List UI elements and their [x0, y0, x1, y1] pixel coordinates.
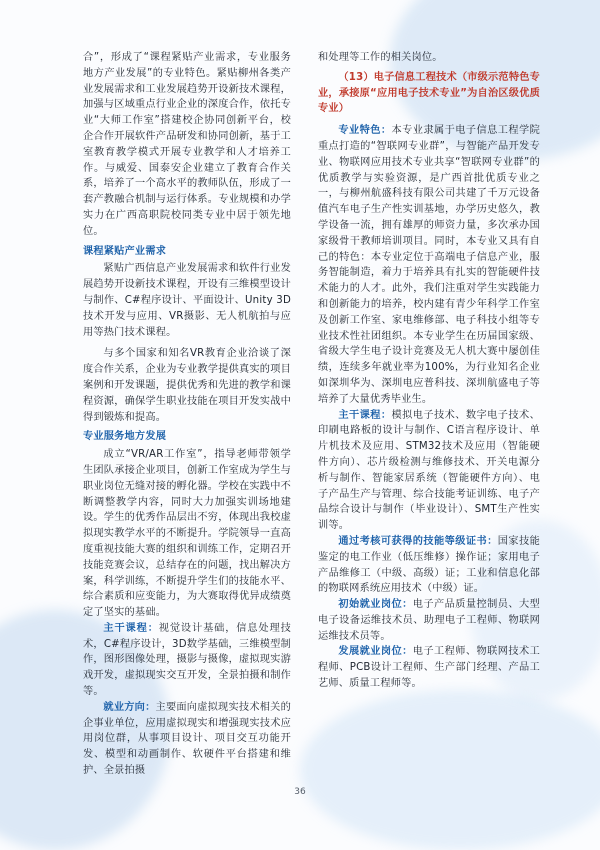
page-number: 36: [294, 787, 306, 797]
career-paragraph: [83, 700, 291, 779]
main-courses-label: 主干课程：: [103, 622, 159, 634]
initial-job-paragraph: [318, 597, 540, 644]
career-text: 主要面向虚拟现实技术相关的企事业单位，应用虚拟现实和增强现实技术应用岗位群，从事项目设计、项目交互功能开发、模型和动画制作、软硬件平台搭建和维护、全景拍摄: [83, 701, 291, 777]
courses-paragraph: 紧贴广西信息产业发展需求和软件行业发展趋势开设新技术课程，开设有三维模型设计与制作、C#程序设计、平面设计、Unity 3D技术开发与应用、VR摄影、无人机航拍与应用等热门技术课程。: [83, 263, 291, 338]
main-courses-text: 视觉设计基础，信息处理技术，C#程序设计，3D数学基础，三维模型制作，图形图像处理，摄影与摄像，虚拟现实游戏开发，虚拟现实交互开发，全景拍摄和制作等。: [83, 622, 292, 698]
initial-job-label: 初始就业岗位：: [338, 599, 413, 611]
main-courses-label-2: 主干课程：: [338, 409, 392, 421]
program-title: （13）电子信息工程技术（市级示范特色专业，承接原“应用电子技术专业”为自治区级优质专业）: [318, 71, 540, 115]
cooperation-paragraph: 与多个国家和知名VR教育企业洽谈了深度合作关系，企业为专业教学提供真实的项目案例和开发课题，提供优秀和先进的教学和课程资源，确保学生职业技能在项目开发实战中得到锻炼和提高。: [83, 348, 291, 423]
section-heading-service: 专业服务地方发展: [83, 431, 167, 443]
continued-paragraph: 和处理等工作的相关岗位。: [318, 52, 443, 63]
section-heading-courses: 课程紧贴产业需求: [83, 245, 167, 257]
feature-text: 本专业隶属于电子信息工程学院重点打造的“智联网专业群”，与智能产品开发专业、物联网应用技术专业共享“智联网专业群”的优质教学与实验资源，是广西首批优质专业之一，与柳州航盛科技有限公司共建了千万元设备值汽车电子生产性实训基地，办学历史悠久，教学设备一流，拥有雄厚的师资力量，多次承办国家级骨干教师培训项目。同时，本专业又具有自己的特色：本专业定位于高端电子信息产业，服务智能制造，着力于培养具有扎实的智能硬件技术能力的人才。此外，我们注重对学生实践能力和创新能力的培养，校内建有青少年科学工作室及创新工作室、家电维修部、电子科技小组等专业技术性社团组织。本专业学生在历届国家级、省级大学生电子设计竞赛及无人机大赛中屡创佳绩，连续多年就业率为100%，为行业知名企业如深圳华为、深圳电应普科技、深圳航盛电子等培养了大量优秀毕业生。: [318, 125, 540, 405]
service-paragraph: 成立“VR/AR工作室”，指导老师带领学生团队承接企业项目，创新工作室成为学生与职业岗位无缝对接的孵化器。学校在实践中不断调整教学内容，同时大力加强实训场地建设。学生的优秀作品层出不穷，体现出我校虚拟现实教学水平的不断提升。学院领导一直高度重视技能大赛的组织和训练工作，定期召开技能竞赛会议，总结存在的问题，找出解决方案，科学训练，不断提升学生们的技能水平、综合素质和应变能力，为大赛取得优异成绩奠定了坚实的基础。: [83, 449, 291, 619]
development-job-text: 电子工程师、物联网技术工程师、PCB设计工程师、生产部门经理、产品工艺师、质量工程师等。: [318, 646, 540, 690]
background-wash-bottom: [300, 690, 600, 850]
career-label: 就业方向：: [103, 701, 156, 713]
main-courses-paragraph: [83, 621, 291, 700]
certificate-label: 通过考核可获得的技能等级证书：: [338, 535, 498, 547]
feature-paragraph: [318, 123, 540, 407]
initial-job-text: 电子产品质量控制员、大型电子设备运维技术员、助理电子工程师、物联网运维技术员等。: [318, 599, 540, 642]
certificate-paragraph: [318, 534, 540, 597]
main-courses-paragraph-2: [318, 408, 540, 534]
right-column: [318, 50, 540, 692]
left-column: [83, 50, 291, 779]
intro-paragraph: 合”，形成了“课程紧贴产业需求，专业服务地方产业发展”的专业特色。紧贴柳州各类产业发展需求和工业发展趋势开设新技术课程，加强与区域重点行业企业的深度合作，依托专业“大师工作室”搭建校企协同创新平台，校企合作开展软件产品研发和协同创新，基于工室教育教学模式开展专业教学和人才培养工作。与威爱、国泰安企业建立了教育合作关系，培养了一个高水平的教师队伍，形成了一套产教融合机制与运行体系。专业规模和办学实力在广西高职院校同类专业中居于领先地位。: [83, 52, 291, 237]
development-job-label: 发展就业岗位：: [338, 646, 413, 658]
development-job-paragraph: [318, 644, 540, 691]
certificate-text: 国家技能鉴定的电工作业（低压维修）操作证；家用电子产品维修工（中级、高级）证；工业和信息化部的物联网系统应用技术（中级）证。: [318, 535, 540, 595]
feature-label: 专业特色：: [338, 125, 392, 137]
main-courses-text-2: 模拟电子技术、数字电子技术、印刷电路板的设计与制作、C语言程序设计、单片机技术及应用、STM32技术及应用（智能硬件方向）、芯片级检测与维修技术、开关电源分析与制作、智能家居系统（智能硬件方向）、电子产品生产与管理、综合技能考证训练、电子产品综合设计与制作（毕业设计）、SMT生产性实训等。: [318, 409, 540, 532]
